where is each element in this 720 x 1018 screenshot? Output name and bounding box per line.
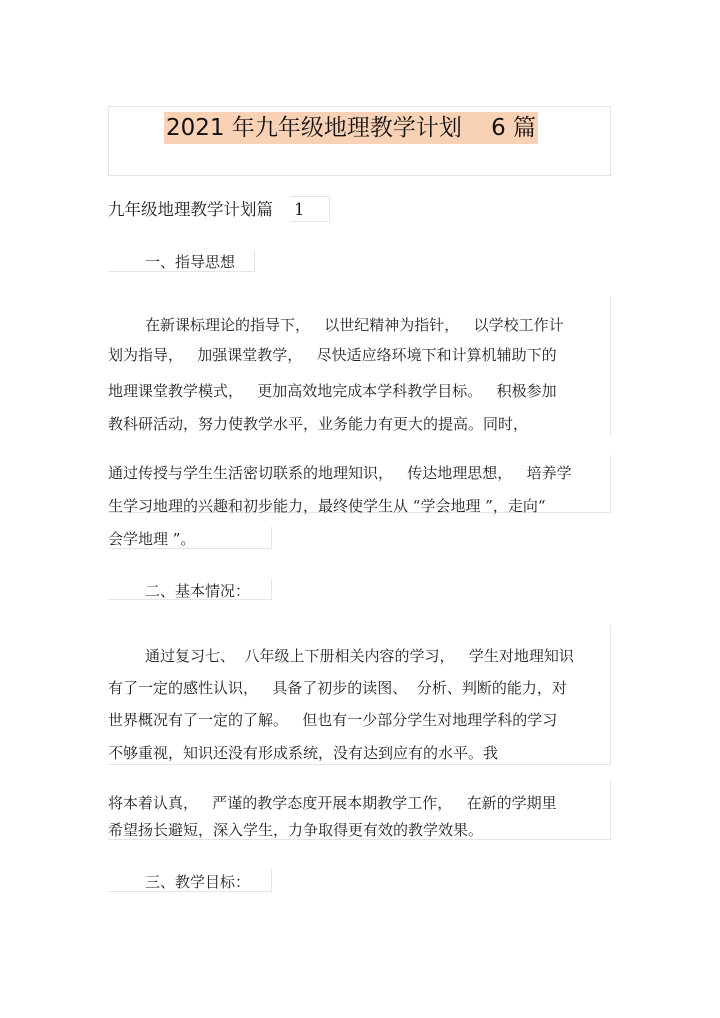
paragraph-line: 有了一定的感性认识， 具备了初步的读图、 分析、判断的能力，对 [108, 679, 567, 697]
paragraph-line: 教科研活动，努力使教学水平，业务能力有更大的提高。同时， [108, 415, 529, 433]
document-title: 2021 年九年级地理教学计划 6 篇 [164, 112, 538, 144]
paragraph-line: 生学习地理的兴趣和初步能力，最终使学生从 “学会地理 ”，走向“ [108, 497, 546, 515]
paragraph-line: 通过复习七、 八年级上下册相关内容的学习， 学生对地理知识 [145, 647, 574, 665]
document-subtitle: 九年级地理教学计划篇 1 [108, 200, 305, 219]
paragraph-line: 希望扬长避短，深入学生，力争取得更有效的教学效果。 [108, 821, 484, 839]
paragraph-line: 世界概况有了一定的了解。 但也有一少部分学生对地理学科的学习 [108, 711, 558, 729]
paragraph-line: 将本着认真， 严谨的教学态度开展本期教学工作， 在新的学期里 [108, 794, 557, 812]
paragraph-line: 划为指导， 加强课堂教学， 尽快适应络环境下和计算机辅助下的 [108, 346, 557, 364]
paragraph-line: 地理课堂教学模式， 更加高效地完成本学科教学目标。 积极参加 [108, 382, 557, 400]
paragraph-line: 在新课标理论的指导下， 以世纪精神为指针， 以学校工作计 [145, 316, 564, 334]
section-heading-1: 一、指导思想 [145, 253, 236, 271]
paragraph-line: 不够重视，知识还没有形成系统，没有达到应有的水平。我 [108, 744, 499, 762]
section-heading-2: 二、基本情况： [145, 582, 251, 600]
paragraph-line: 通过传授与学生生活密切联系的地理知识， 传达地理思想， 培养学 [108, 464, 572, 482]
section-heading-3: 三、教学目标： [145, 873, 251, 891]
paragraph-line: 会学地理 ”。 [108, 530, 196, 548]
